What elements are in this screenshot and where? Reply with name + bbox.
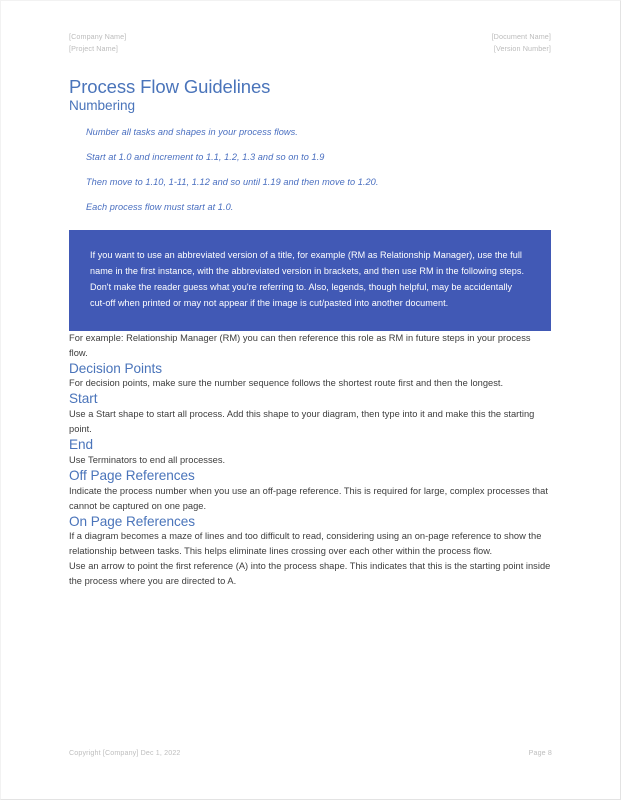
start-paragraph: Use a Start shape to start all process. Add this shape to your diagram, then type into it and make this the starting point. [69, 409, 535, 435]
project-name-placeholder: [Project Name] [69, 43, 118, 53]
footer-copyright: Copyright [Company] Dec 1, 2022 [69, 749, 181, 757]
on-page-references-paragraph-2: Use an arrow to point the first reference (A) into the process shape. This indicates that this is the starting point inside the process where you are directed to A. [69, 561, 551, 587]
section-heading-decision-points: Decision Points [69, 360, 162, 376]
running-header [69, 31, 551, 54]
numbering-guideline-list [69, 126, 551, 213]
section-heading-on-page-references: On Page References [69, 513, 196, 529]
off-page-references-paragraph: Indicate the process number when you use an off-page reference. This is required for large, complex processes that cannot be captured on one page. [69, 485, 548, 511]
callout-box: If you want to use an abbreviated version of a title, for example (RM as Relationship Manager), use the full name in the first instance, with the abbreviated version in brackets, and then use RM in the following steps. Don't make the reader guess what you're referring to. Also, legends, though helpful, may be accidentally cut-off when printed or may not appear if the image is cut/pasted into another document. [69, 230, 551, 330]
decision-points-paragraph: For decision points, make sure the number sequence follows the shortest route first and then the longest. [69, 378, 504, 389]
running-header-right [492, 31, 551, 54]
page-title: Process Flow Guidelines [69, 76, 271, 98]
list-item: Each process flow must start at 1.0. [86, 202, 234, 213]
footer-page-number: Page 8 [528, 749, 552, 757]
section-heading-start: Start [69, 391, 98, 407]
page-footer [69, 749, 552, 757]
on-page-references-paragraph-1: If a diagram becomes a maze of lines and too difficult to read, considering using an on-page reference to show the relationship between tasks. This helps eliminate lines crossing over each other within the process flow. [69, 531, 542, 557]
list-item: Then move to 1.10, 1-11, 1.12 and so until 1.19 and then move to 1.20. [86, 177, 379, 188]
company-name-placeholder: [Company Name] [69, 32, 127, 41]
section-heading-off-page-references: Off Page References [69, 467, 195, 483]
section-heading-end: End [69, 437, 94, 453]
list-item: Number all tasks and shapes in your process flows. [86, 127, 298, 138]
document-name-placeholder: [Document Name] [491, 32, 551, 41]
list-item: Start at 1.0 and increment to 1.1, 1.2, 1.3 and so on to 1.9 [86, 152, 325, 163]
end-paragraph: Use Terminators to end all processes. [69, 454, 226, 465]
section-heading-numbering: Numbering [69, 97, 136, 113]
running-header-left [69, 31, 126, 54]
example-paragraph: For example: Relationship Manager (RM) you can then reference this role as RM in future steps in your process flow. [69, 332, 531, 358]
page-content [69, 31, 551, 589]
version-number-placeholder: [Version Number] [493, 43, 551, 53]
